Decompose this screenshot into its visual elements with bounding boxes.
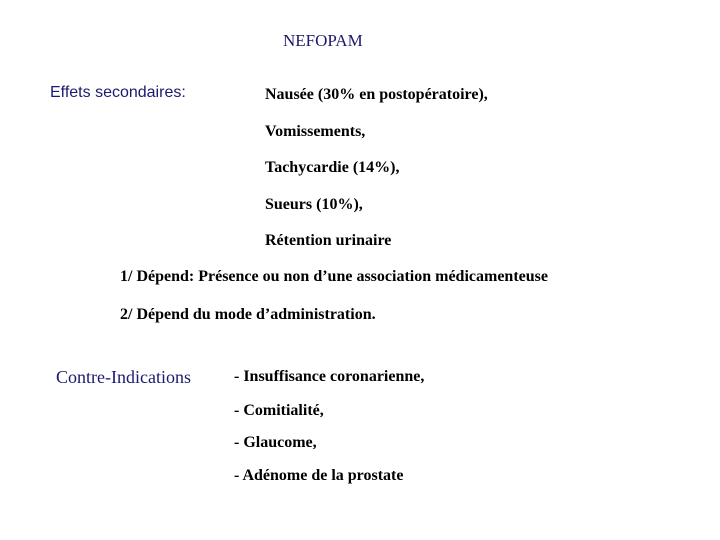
contre-indication-comitialite: - Comitialité, xyxy=(234,402,324,419)
effet-item-nausee: Nausée (30% en postopératoire), xyxy=(265,86,488,103)
contre-indications-label: Contre-Indications xyxy=(56,367,191,387)
effet-item-vomissements: Vomissements, xyxy=(265,123,366,140)
note-depend-mode-administration: 2/ Dépend du mode d’administration. xyxy=(120,306,376,323)
note-depend-association: 1/ Dépend: Présence ou non d’une association médicamenteuse xyxy=(120,268,548,285)
contre-indication-glaucome: - Glaucome, xyxy=(234,434,317,451)
effets-secondaires-label: Effets secondaires: xyxy=(50,84,186,101)
effet-item-sueurs: Sueurs (10%), xyxy=(265,196,363,213)
effet-item-tachycardie: Tachycardie (14%), xyxy=(265,159,400,176)
contre-indication-adenome-prostate: - Adénome de la prostate xyxy=(234,467,404,484)
page-title: NEFOPAM xyxy=(283,31,363,50)
effet-item-retention-urinaire: Rétention urinaire xyxy=(265,232,392,249)
contre-indication-insuffisance-coronarienne: - Insuffisance coronarienne, xyxy=(234,368,425,385)
